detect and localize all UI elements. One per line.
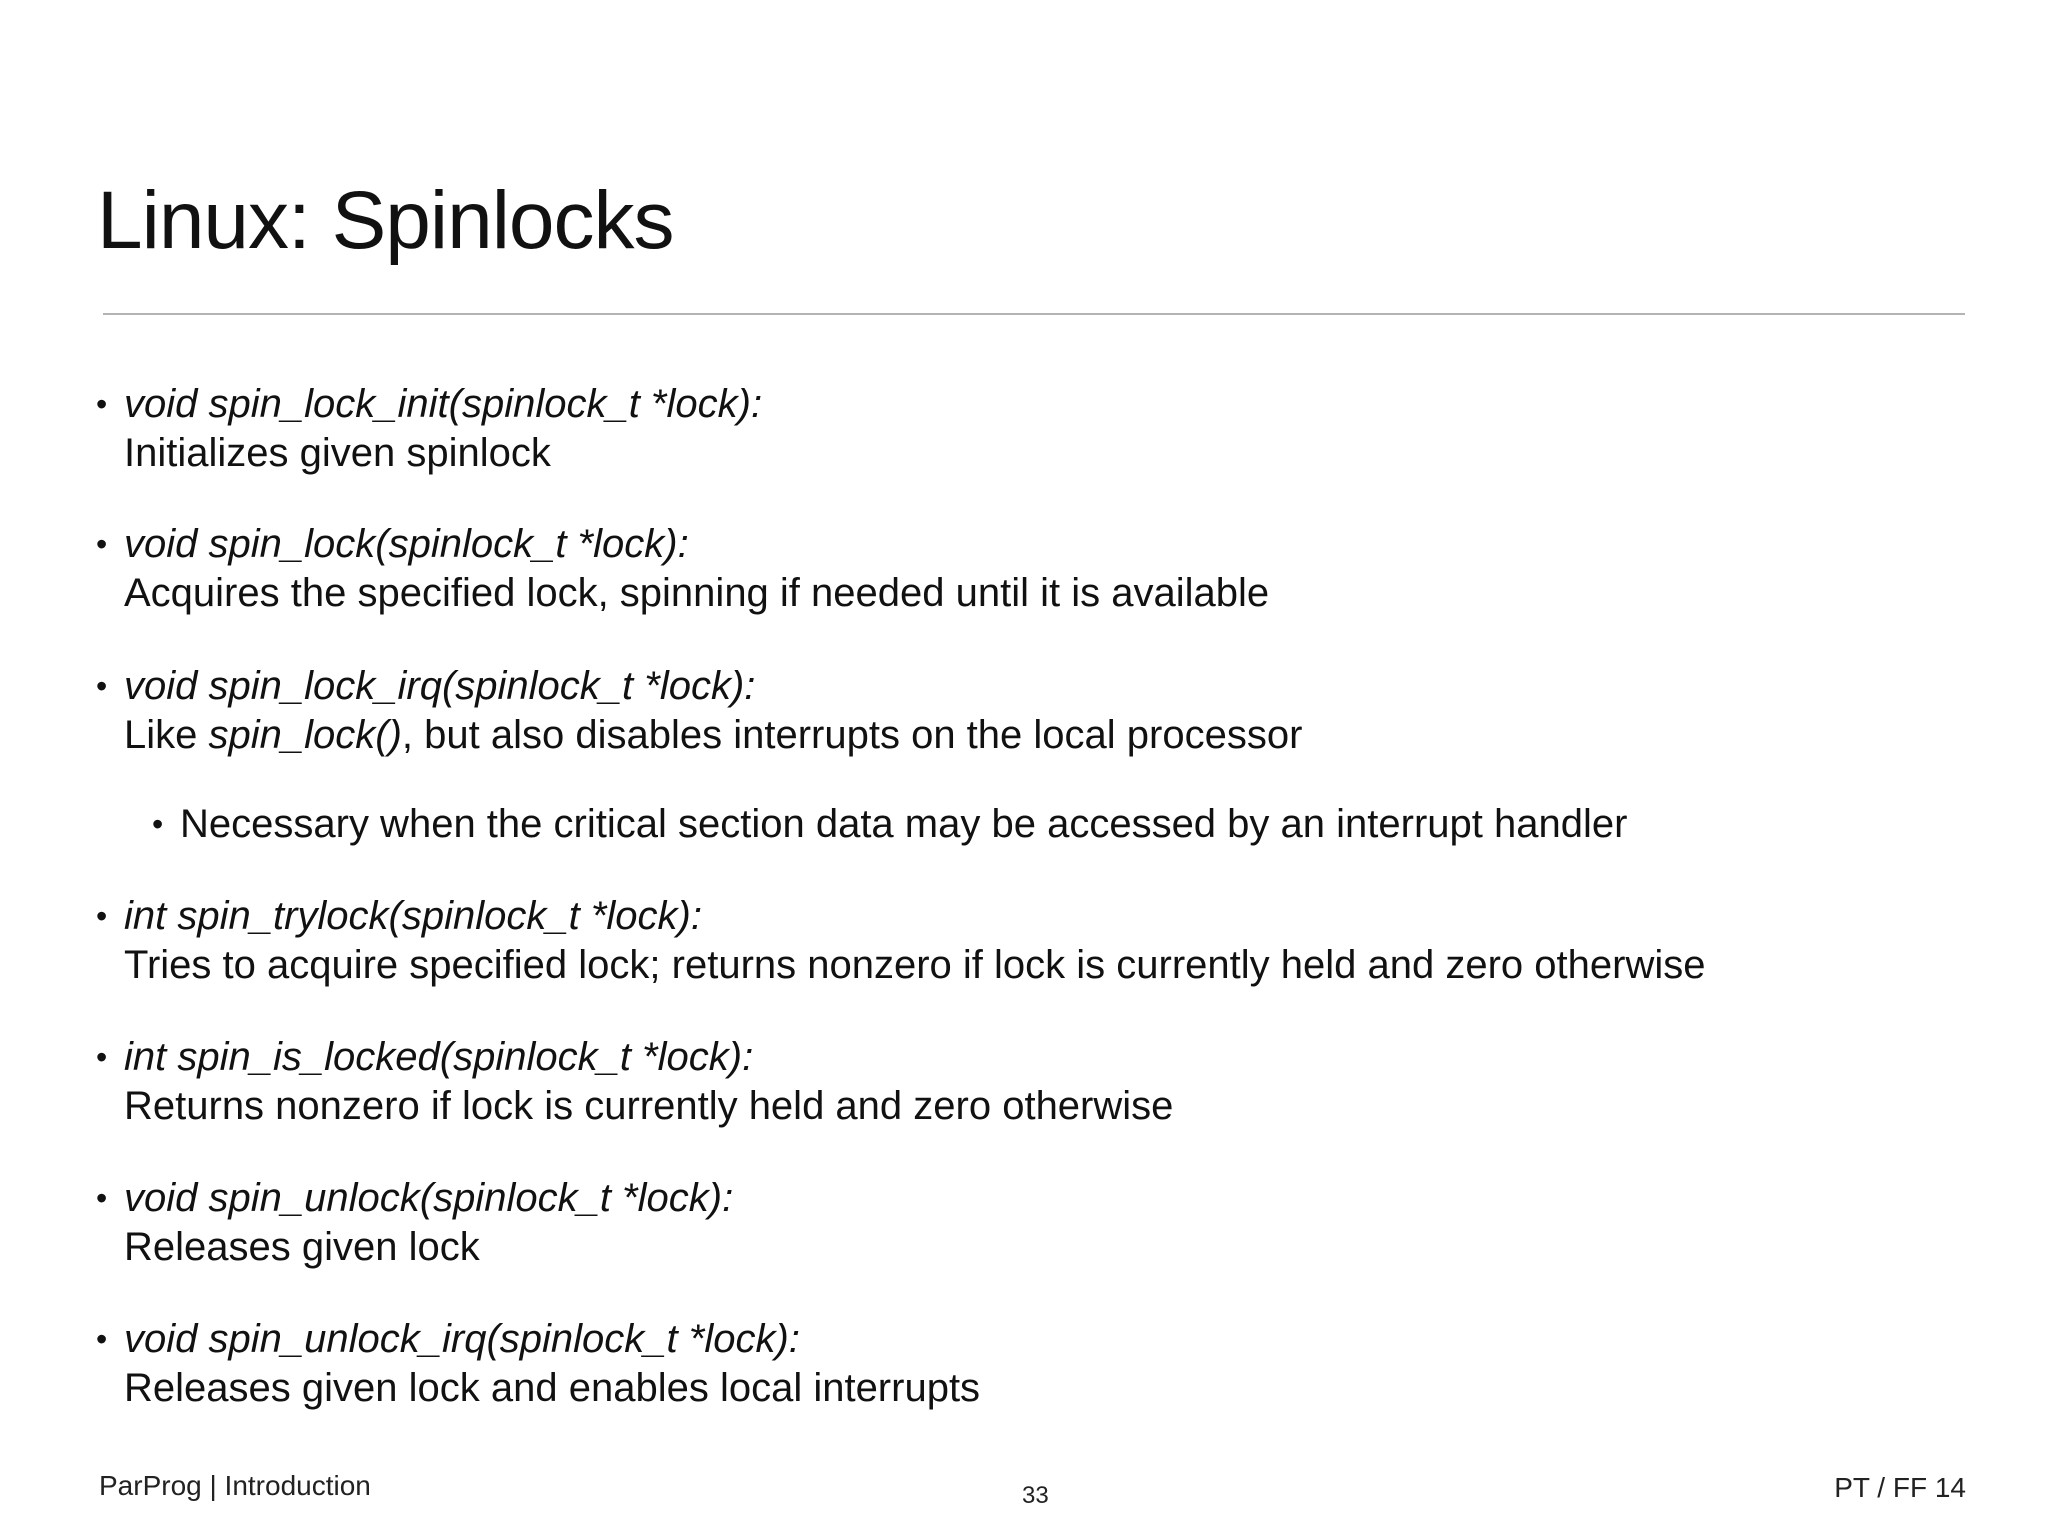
list-item <box>96 520 1270 618</box>
function-description: Releases given lock <box>124 1225 480 1269</box>
list-item <box>96 1033 1174 1131</box>
bullet: • <box>96 1321 108 1357</box>
list-item <box>96 892 1706 990</box>
sub-item-text: Necessary when the critical section data may be accessed by an interrupt handler <box>180 802 1628 846</box>
description-function-ref: spin_lock() <box>208 713 402 757</box>
sub-list-item <box>152 800 1628 849</box>
bullet: • <box>152 806 164 842</box>
list-item <box>96 1174 734 1272</box>
list-item <box>96 1315 981 1413</box>
function-signature: int spin_trylock(spinlock_t *lock): <box>124 894 702 938</box>
bullet: • <box>96 1180 108 1216</box>
footer-author-label: PT / FF 14 <box>1834 1472 1966 1503</box>
bullet: • <box>96 1039 108 1075</box>
function-description: Releases given lock and enables local interrupts <box>124 1366 981 1410</box>
list-item <box>96 380 763 478</box>
bullet: • <box>96 526 108 562</box>
function-description: Initializes given spinlock <box>124 431 551 475</box>
function-signature: void spin_lock(spinlock_t *lock): <box>124 522 689 566</box>
function-signature: void spin_unlock(spinlock_t *lock): <box>124 1176 734 1220</box>
list-item <box>96 662 1303 760</box>
function-signature: int spin_is_locked(spinlock_t *lock): <box>124 1035 754 1079</box>
function-signature: void spin_lock_init(spinlock_t *lock): <box>124 382 763 426</box>
function-description: Tries to acquire specified lock; returns nonzero if lock is currently held and zero otherwise <box>124 943 1706 987</box>
description-prefix: Like <box>124 713 209 757</box>
bullet: • <box>96 898 108 934</box>
bullet: • <box>96 668 108 704</box>
description-suffix: , but also disables interrupts on the local processor <box>401 713 1303 757</box>
bullet: • <box>96 386 108 422</box>
function-signature: void spin_lock_irq(spinlock_t *lock): <box>124 664 756 708</box>
function-description <box>124 711 1302 760</box>
function-description: Returns nonzero if lock is currently held and zero otherwise <box>124 1084 1174 1128</box>
function-signature: void spin_unlock_irq(spinlock_t *lock): <box>124 1317 800 1361</box>
function-description: Acquires the specified lock, spinning if needed until it is available <box>124 571 1270 615</box>
title-divider <box>103 313 1965 315</box>
page-number: 33 <box>1022 1482 1049 1509</box>
slide-title: Linux: Spinlocks <box>97 175 674 266</box>
footer-course-label: ParProg | Introduction <box>99 1470 371 1501</box>
